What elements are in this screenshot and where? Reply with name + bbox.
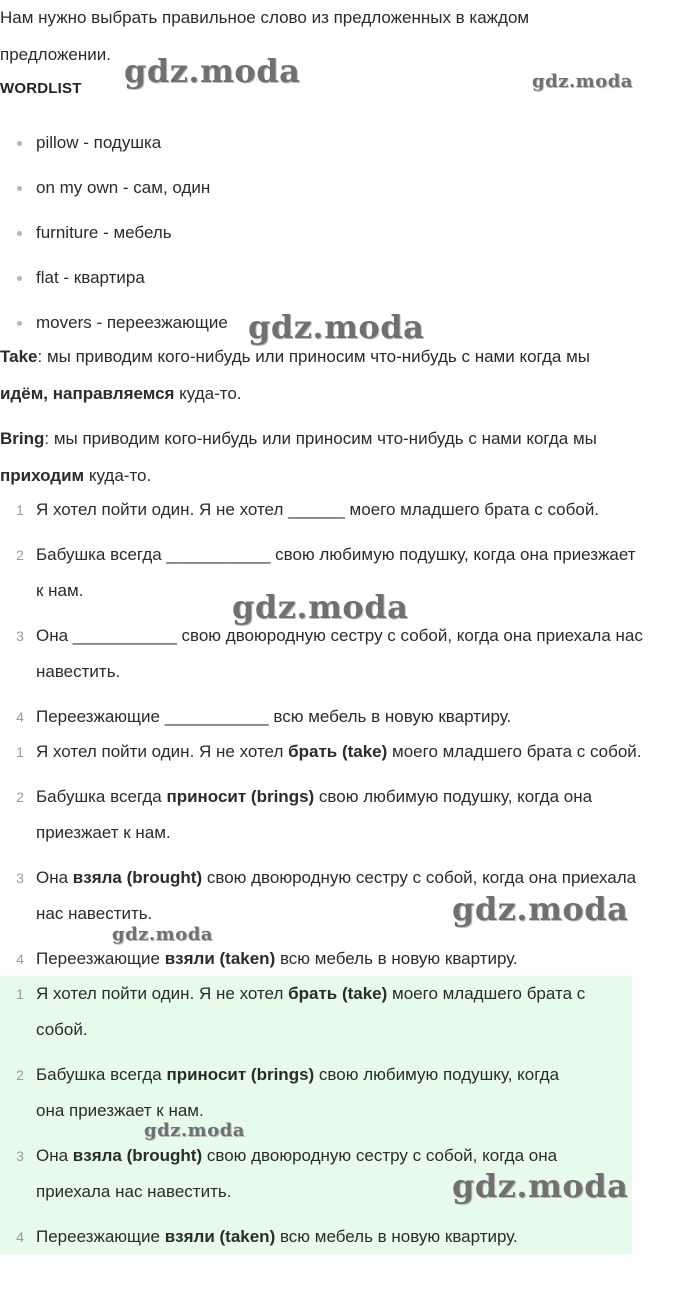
term-bring: Bring: [0, 429, 45, 448]
watermark: gdz.moda: [124, 52, 301, 90]
intro-line-1: Нам нужно выбрать правильное слово из предложенных в каждом: [0, 8, 530, 27]
answer-1: Я хотел пойти один. Я не хотел брать (take) моего младшего брата с собой.: [36, 742, 642, 761]
bullet-icon: [17, 186, 22, 191]
exercise-sentence-2-cont: к нам.: [36, 581, 84, 600]
wordlist-item: movers - переезжающие: [36, 313, 228, 332]
list-number: 4: [16, 709, 24, 725]
wordlist-item: pillow - подушка: [36, 133, 162, 152]
watermark: gdz.moda: [248, 308, 425, 346]
answer-3: Она взяла (brought) свою двоюродную сестру с собой, когда она: [36, 1146, 558, 1165]
exercise-sentence-3-cont: навестить.: [36, 662, 121, 681]
wordlist-heading: WORDLIST: [0, 80, 82, 97]
definition-take: Take: мы приводим кого-нибудь или приносим что-нибудь с нами когда мы: [0, 347, 590, 366]
answer-2-cont: она приезжает к нам.: [36, 1101, 204, 1120]
definition-take-cont: идём, направляемся куда-то.: [0, 384, 242, 403]
list-number: 4: [16, 951, 24, 967]
wordlist-item: on my own - сам, один: [36, 178, 211, 197]
definition-bring-cont: приходим куда-то.: [0, 466, 152, 485]
watermark: gdz.moda: [452, 890, 629, 928]
bullet-icon: [17, 321, 22, 326]
watermark: gdz.moda: [452, 1167, 629, 1205]
watermark: gdz.moda: [532, 71, 633, 92]
answer-3: Она взяла (brought) свою двоюродную сестру с собой, когда она приехала: [36, 868, 637, 887]
exercise-sentence-3: Она ___________ свою двоюродную сестру с собой, когда она приехала нас: [36, 626, 643, 645]
answer-2: Бабушка всегда приносит (brings) свою любимую подушку, когда она: [36, 787, 593, 806]
answer-1-cont: собой.: [36, 1020, 88, 1039]
list-number: 4: [16, 1229, 24, 1245]
list-number: 2: [16, 547, 24, 563]
watermark: gdz.moda: [112, 924, 213, 945]
definition-bring: Bring: мы приводим кого-нибудь или приносим что-нибудь с нами когда мы: [0, 429, 597, 448]
answer-3-cont: нас навестить.: [36, 904, 153, 923]
list-number: 3: [16, 628, 24, 644]
list-number: 1: [16, 744, 24, 760]
exercise-sentence-1: Я хотел пойти один. Я не хотел ______ моего младшего брата с собой.: [36, 500, 600, 519]
intro-line-2: предложении.: [0, 45, 111, 64]
answer-2: Бабушка всегда приносит (brings) свою любимую подушку, когда: [36, 1065, 560, 1084]
list-number: 3: [16, 870, 24, 886]
wordlist-item: furniture - мебель: [36, 223, 172, 242]
wordlist-item: flat - квартира: [36, 268, 145, 287]
bullet-icon: [17, 276, 22, 281]
answer-1: Я хотел пойти один. Я не хотел брать (take) моего младшего брата с: [36, 984, 586, 1003]
answer-3-cont: приехала нас навестить.: [36, 1182, 232, 1201]
bullet-icon: [17, 141, 22, 146]
answer-2-cont: приезжает к нам.: [36, 823, 171, 842]
list-number: 2: [16, 1067, 24, 1083]
list-number: 1: [16, 986, 24, 1002]
exercise-sentence-2: Бабушка всегда ___________ свою любимую подушку, когда она приезжает: [36, 545, 636, 564]
watermark: gdz.moda: [232, 588, 409, 626]
exercise-sentence-4: Переезжающие ___________ всю мебель в новую квартиру.: [36, 707, 512, 726]
answer-4: Переезжающие взяли (taken) всю мебель в новую квартиру.: [36, 1227, 518, 1246]
list-number: 3: [16, 1148, 24, 1164]
answer-4: Переезжающие взяли (taken) всю мебель в новую квартиру.: [36, 949, 518, 968]
bullet-icon: [17, 231, 22, 236]
list-number: 2: [16, 789, 24, 805]
list-number: 1: [16, 502, 24, 518]
term-take: Take: [0, 347, 38, 366]
watermark: gdz.moda: [144, 1120, 245, 1141]
